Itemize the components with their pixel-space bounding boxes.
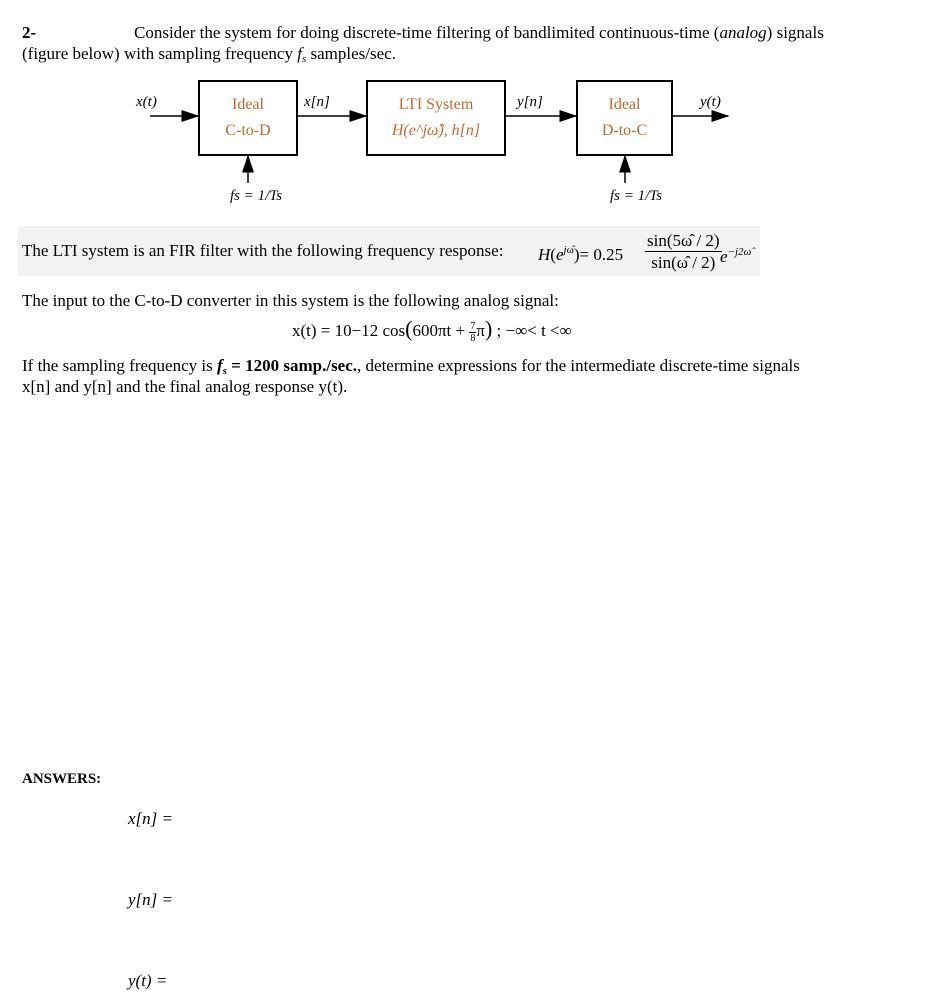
expr-range: ; −∞< t <∞ — [492, 321, 572, 340]
answer-yn: y[n] = — [128, 890, 173, 909]
input-signal-text: The input to the C-to-D converter in this system is the following analog signal: — [22, 291, 559, 310]
output-label: y(t) — [700, 94, 721, 110]
lti-gain: 0.25 — [593, 245, 624, 264]
expr-lhs: x(t) = 10−12 cos — [292, 321, 406, 340]
question-line-1: If the sampling frequency is $f_s = 1200$ samp./sec., determine expressions for the intermediate discrete-time signals — [22, 356, 800, 377]
expr-pi: π — [476, 321, 485, 340]
answer-xn: x[n] = — [128, 809, 173, 828]
input-label: x(t) — [136, 94, 157, 110]
box3-line1: Ideal — [608, 96, 641, 113]
fs-left-label: fs = 1/Ts — [230, 188, 283, 204]
lti-fraction — [645, 230, 722, 273]
box1-line2: C-to-D — [225, 122, 271, 139]
intro-line-1: Consider the system for doing discrete-time filtering of bandlimited continuous-time (analog) signals — [134, 23, 824, 42]
lti-numerator: sin(5ω̂ / 2) — [647, 231, 720, 250]
fs-right-label: fs = 1/Ts — [610, 188, 663, 204]
expr-arg: 600πt + — [412, 321, 470, 340]
box2-line1: LTI System — [398, 96, 474, 113]
answers-heading: ANSWERS: — [22, 771, 102, 787]
yn-label: y[n] — [517, 94, 543, 110]
lti-text: The LTI system is an FIR filter with the following frequency response: — [22, 241, 504, 260]
lti-denominator: sin(ω̂ / 2) — [651, 253, 716, 272]
question-line-2: x[n] and y[n] and the final analog response y(t). — [22, 377, 348, 396]
box2-line2: H(e^jω̂), h[n] — [391, 122, 481, 139]
input-signal-expression: x(t) = 10−12 cos(600πt + $\frac{7}{8}$ π) ; −∞< t <∞ — [292, 316, 572, 344]
box-d-to-c — [576, 80, 673, 156]
lti-exponential: $e^{-j2\omegâ}$ — [720, 246, 752, 266]
box-lti-system — [366, 80, 506, 156]
lti-exp: −j2ω̂ — [727, 246, 752, 258]
xn-label: x[n] — [304, 94, 330, 110]
box3-line2: D-to-C — [601, 122, 648, 139]
expr-frac-den: 8 — [470, 332, 476, 344]
box1-line1: Ideal — [232, 96, 264, 113]
expr-frac-num: 7 — [470, 320, 476, 332]
intro-line-2: (figure below) with sampling frequency $f_s$ samples/sec. — [22, 44, 396, 65]
box-c-to-d — [198, 80, 298, 156]
answer-yt: y(t) = — [128, 971, 168, 990]
lti-response: $H(e^{j\omegâ})= 0.25$ — [538, 244, 624, 264]
problem-number: 2- — [22, 23, 37, 42]
